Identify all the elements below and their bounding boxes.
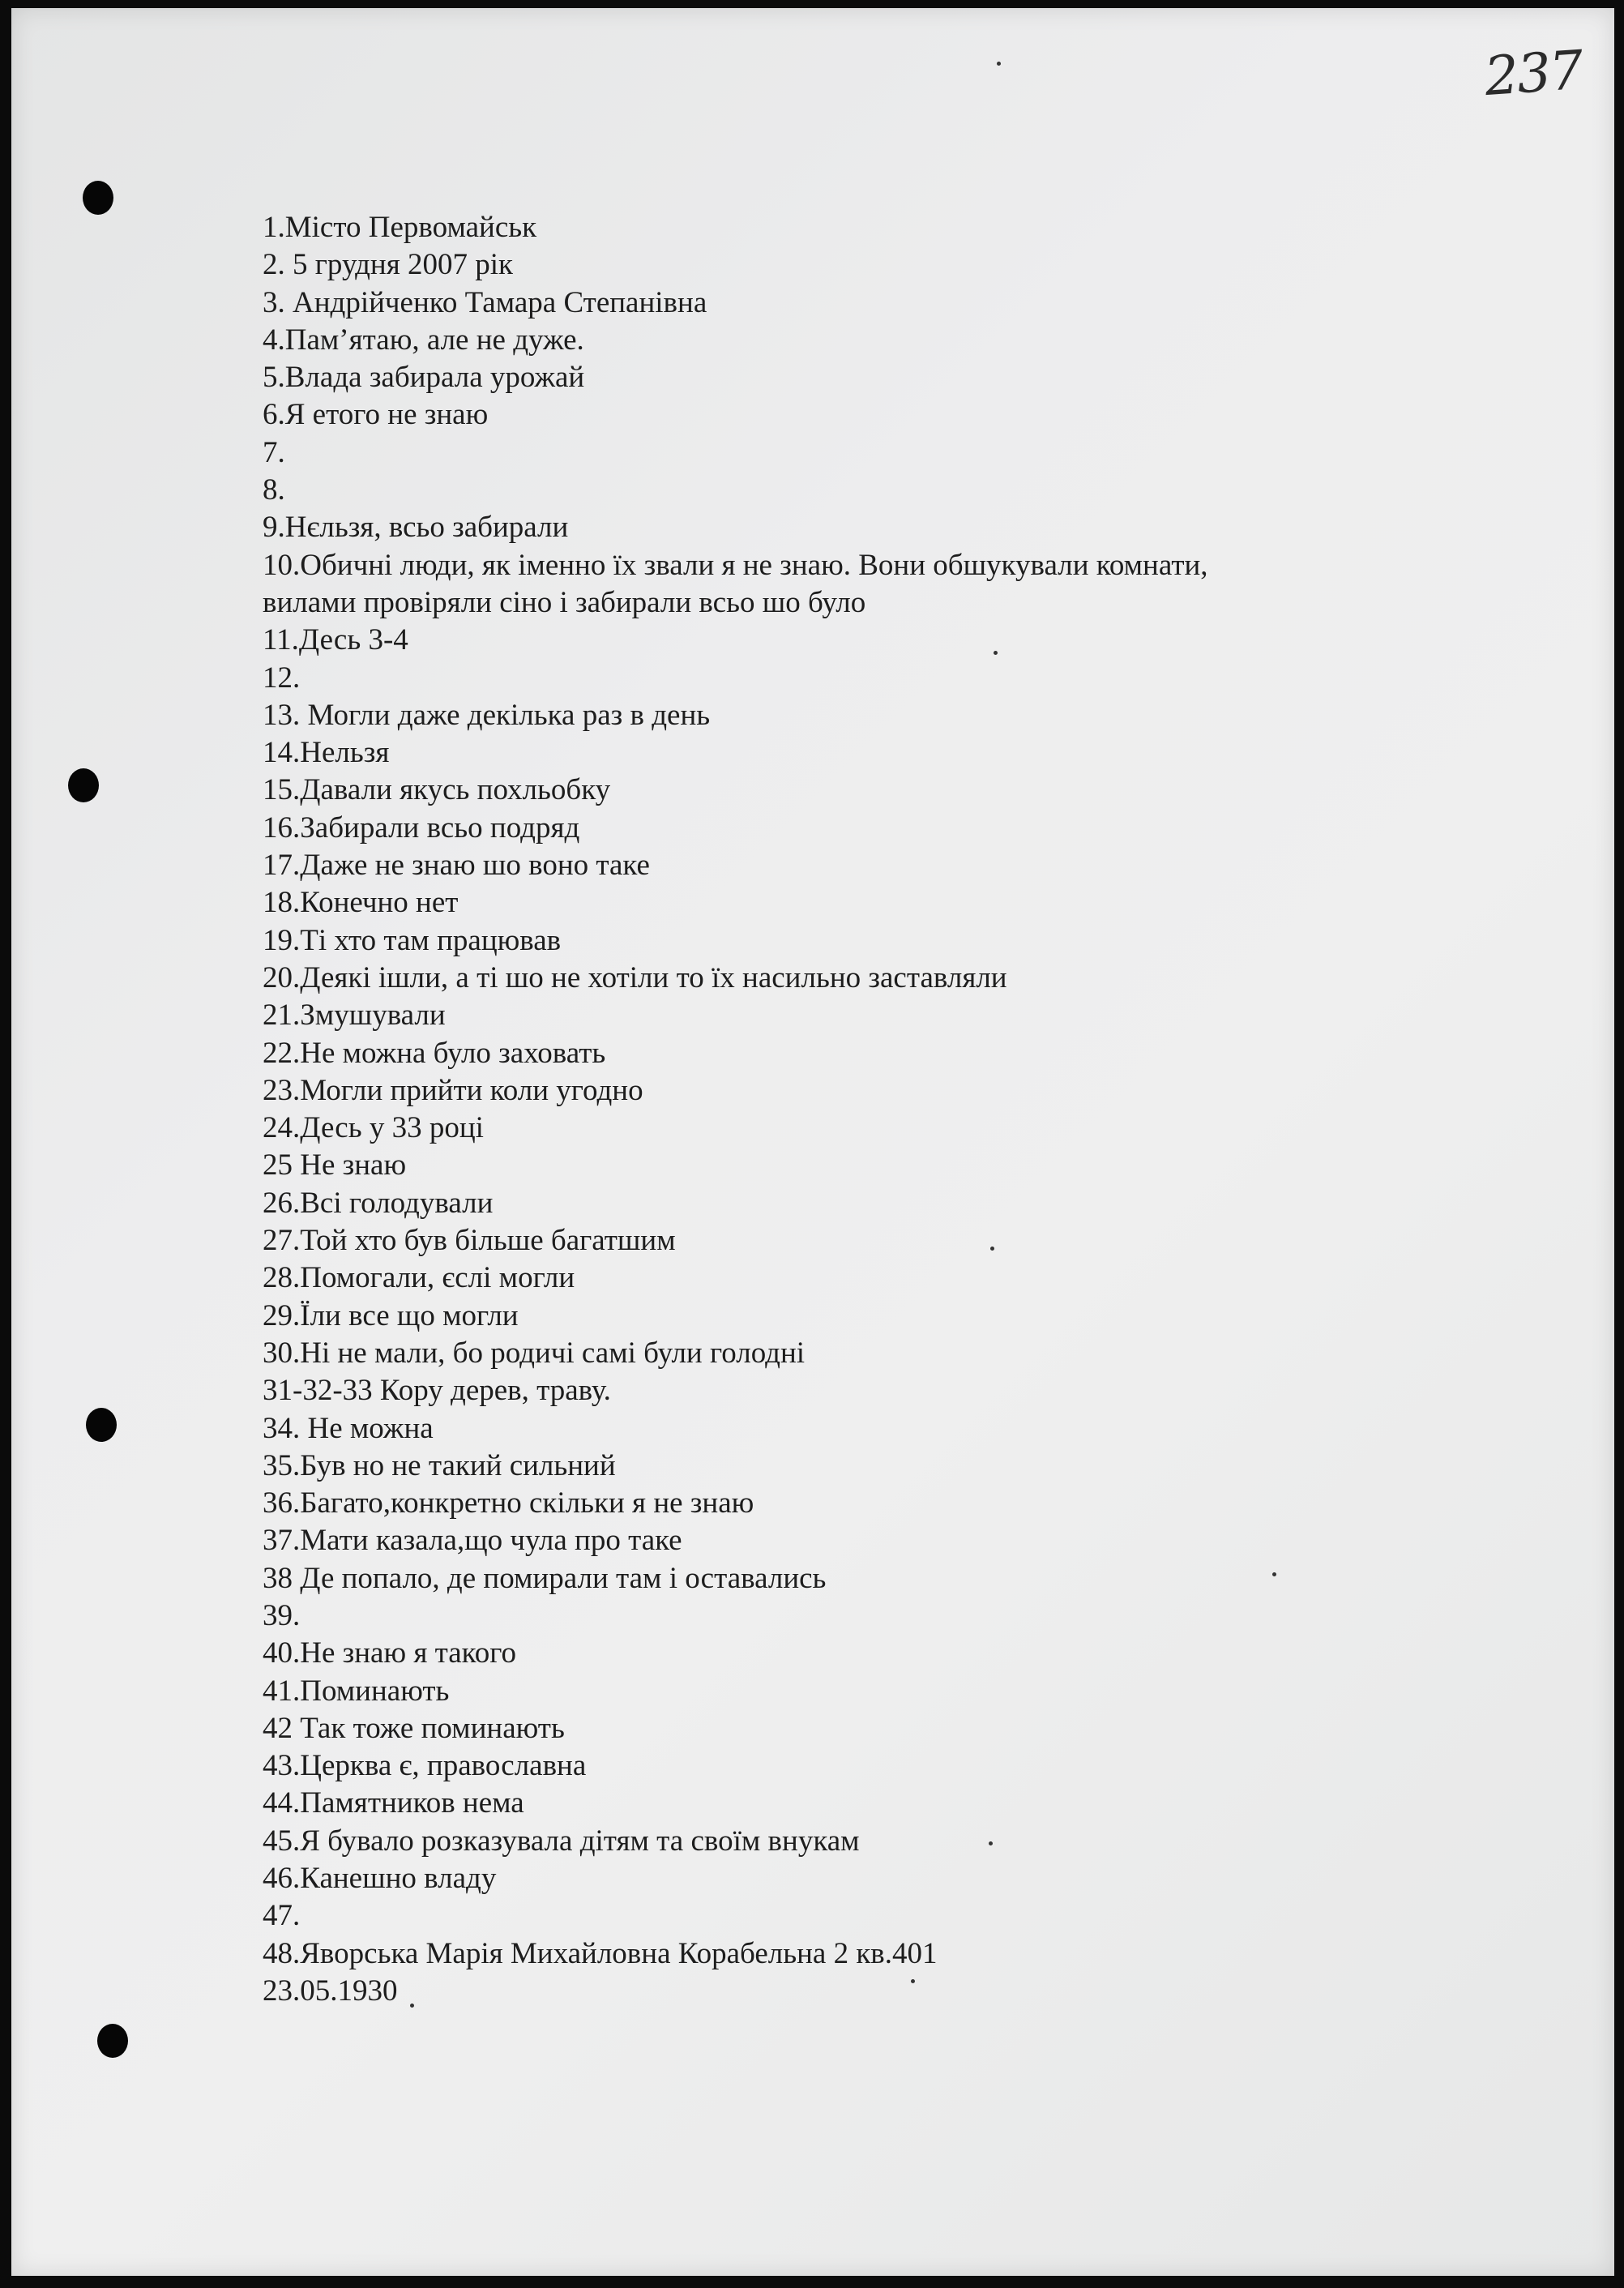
paper-sheet	[11, 8, 1614, 2276]
answer-line: 30.Ні не мали, бо родичі самі були голодні	[263, 1336, 806, 1370]
answer-line: 6.Я етого не знаю	[263, 398, 489, 432]
answer-line: 41.Поминають	[263, 1674, 450, 1708]
answer-line: 38 Де попало, де помирали там і оставались	[263, 1561, 827, 1595]
answer-line: 46.Канешно владу	[263, 1862, 497, 1896]
answer-line: 43.Церква є, православна	[263, 1749, 587, 1783]
answer-line: 2. 5 грудня 2007 рік	[263, 248, 514, 282]
punch-hole	[86, 1408, 117, 1442]
answer-line: 39.	[263, 1598, 301, 1632]
answer-line: 1.Місто Первомайськ	[263, 211, 537, 244]
answer-line: 45.Я бувало розказувала дітям та своїм внукам	[263, 1824, 860, 1858]
answer-line: 21.Змушували	[263, 999, 446, 1033]
answer-line: 22.Не можна було заховать	[263, 1036, 606, 1070]
answer-list	[263, 209, 1397, 2010]
punch-hole	[83, 181, 113, 215]
answer-line: 24.Десь у 33 році	[263, 1111, 484, 1145]
answer-line: 26.Всі голодували	[263, 1186, 494, 1220]
answer-line: 12.	[263, 661, 301, 695]
answer-line: 19.Ті хто там працював	[263, 923, 562, 957]
answer-line: 17.Даже не знаю шо воно таке	[263, 849, 650, 883]
answer-line: 44.Памятников нема	[263, 1786, 524, 1820]
answer-line: 25 Не знаю	[263, 1148, 407, 1182]
answer-line: 8.	[263, 473, 285, 507]
answer-line: 16.Забирали всьо подряд	[263, 810, 580, 845]
answer-line: 15.Давали якусь похльобку	[263, 773, 611, 807]
answer-line: 36.Багато,конкретно скільки я не знаю	[263, 1486, 754, 1520]
answer-line: 23.Могли прийти коли угодно	[263, 1073, 643, 1107]
answer-line: 29.Їли все що могли	[263, 1298, 519, 1332]
answer-line: 4.Пам’ятаю, але не дуже.	[263, 323, 584, 357]
answer-line: 27.Той хто був більше багатшим	[263, 1224, 676, 1258]
answer-line: 40.Не знаю я такого	[263, 1636, 517, 1670]
answer-line: 7.	[263, 435, 285, 469]
answer-line: 48.Яворська Марія Михайловна Корабельна 2 кв.401	[263, 1936, 938, 1970]
answer-line: 10.Обичні люди, як іменно їх звали я не знаю. Вони обшукували комнати, вилами провіряли сіно і забирали всьо шо було	[263, 548, 1208, 619]
answer-line: 47.	[263, 1899, 301, 1933]
answer-line: 5.Влада забирала урожай	[263, 361, 585, 395]
handwritten-page-number: 237	[1482, 38, 1584, 109]
answer-line: 20.Деякі ішли, а ті шо не хотіли то їх насильно заставляли	[263, 960, 1007, 994]
answer-line: 37.Мати казала,що чула про таке	[263, 1524, 682, 1558]
answer-line: 9.Нєльзя, всьо забирали	[263, 511, 569, 545]
answer-line: 28.Помогали, єслі могли	[263, 1261, 575, 1295]
answer-line: 18.Конечно нет	[263, 886, 459, 920]
answer-line: 14.Нельзя	[263, 736, 390, 770]
answer-line: 13. Могли даже декілька раз в день	[263, 698, 711, 732]
answer-line: 31-32-33 Кору дерев, траву.	[263, 1374, 611, 1408]
answer-line: 42 Так тоже поминають	[263, 1711, 565, 1745]
answer-line: 11.Десь 3-4	[263, 623, 408, 657]
answer-line: 35.Був но не такий сильний	[263, 1448, 616, 1482]
punch-hole	[97, 2024, 128, 2058]
dust-speck	[997, 62, 1001, 66]
answer-line: 23.05.1930	[263, 1974, 398, 2008]
answer-line: 34. Не можна	[263, 1411, 434, 1445]
answer-line: 3. Андрійченко Тамара Степанівна	[263, 285, 707, 319]
punch-hole	[68, 768, 99, 802]
